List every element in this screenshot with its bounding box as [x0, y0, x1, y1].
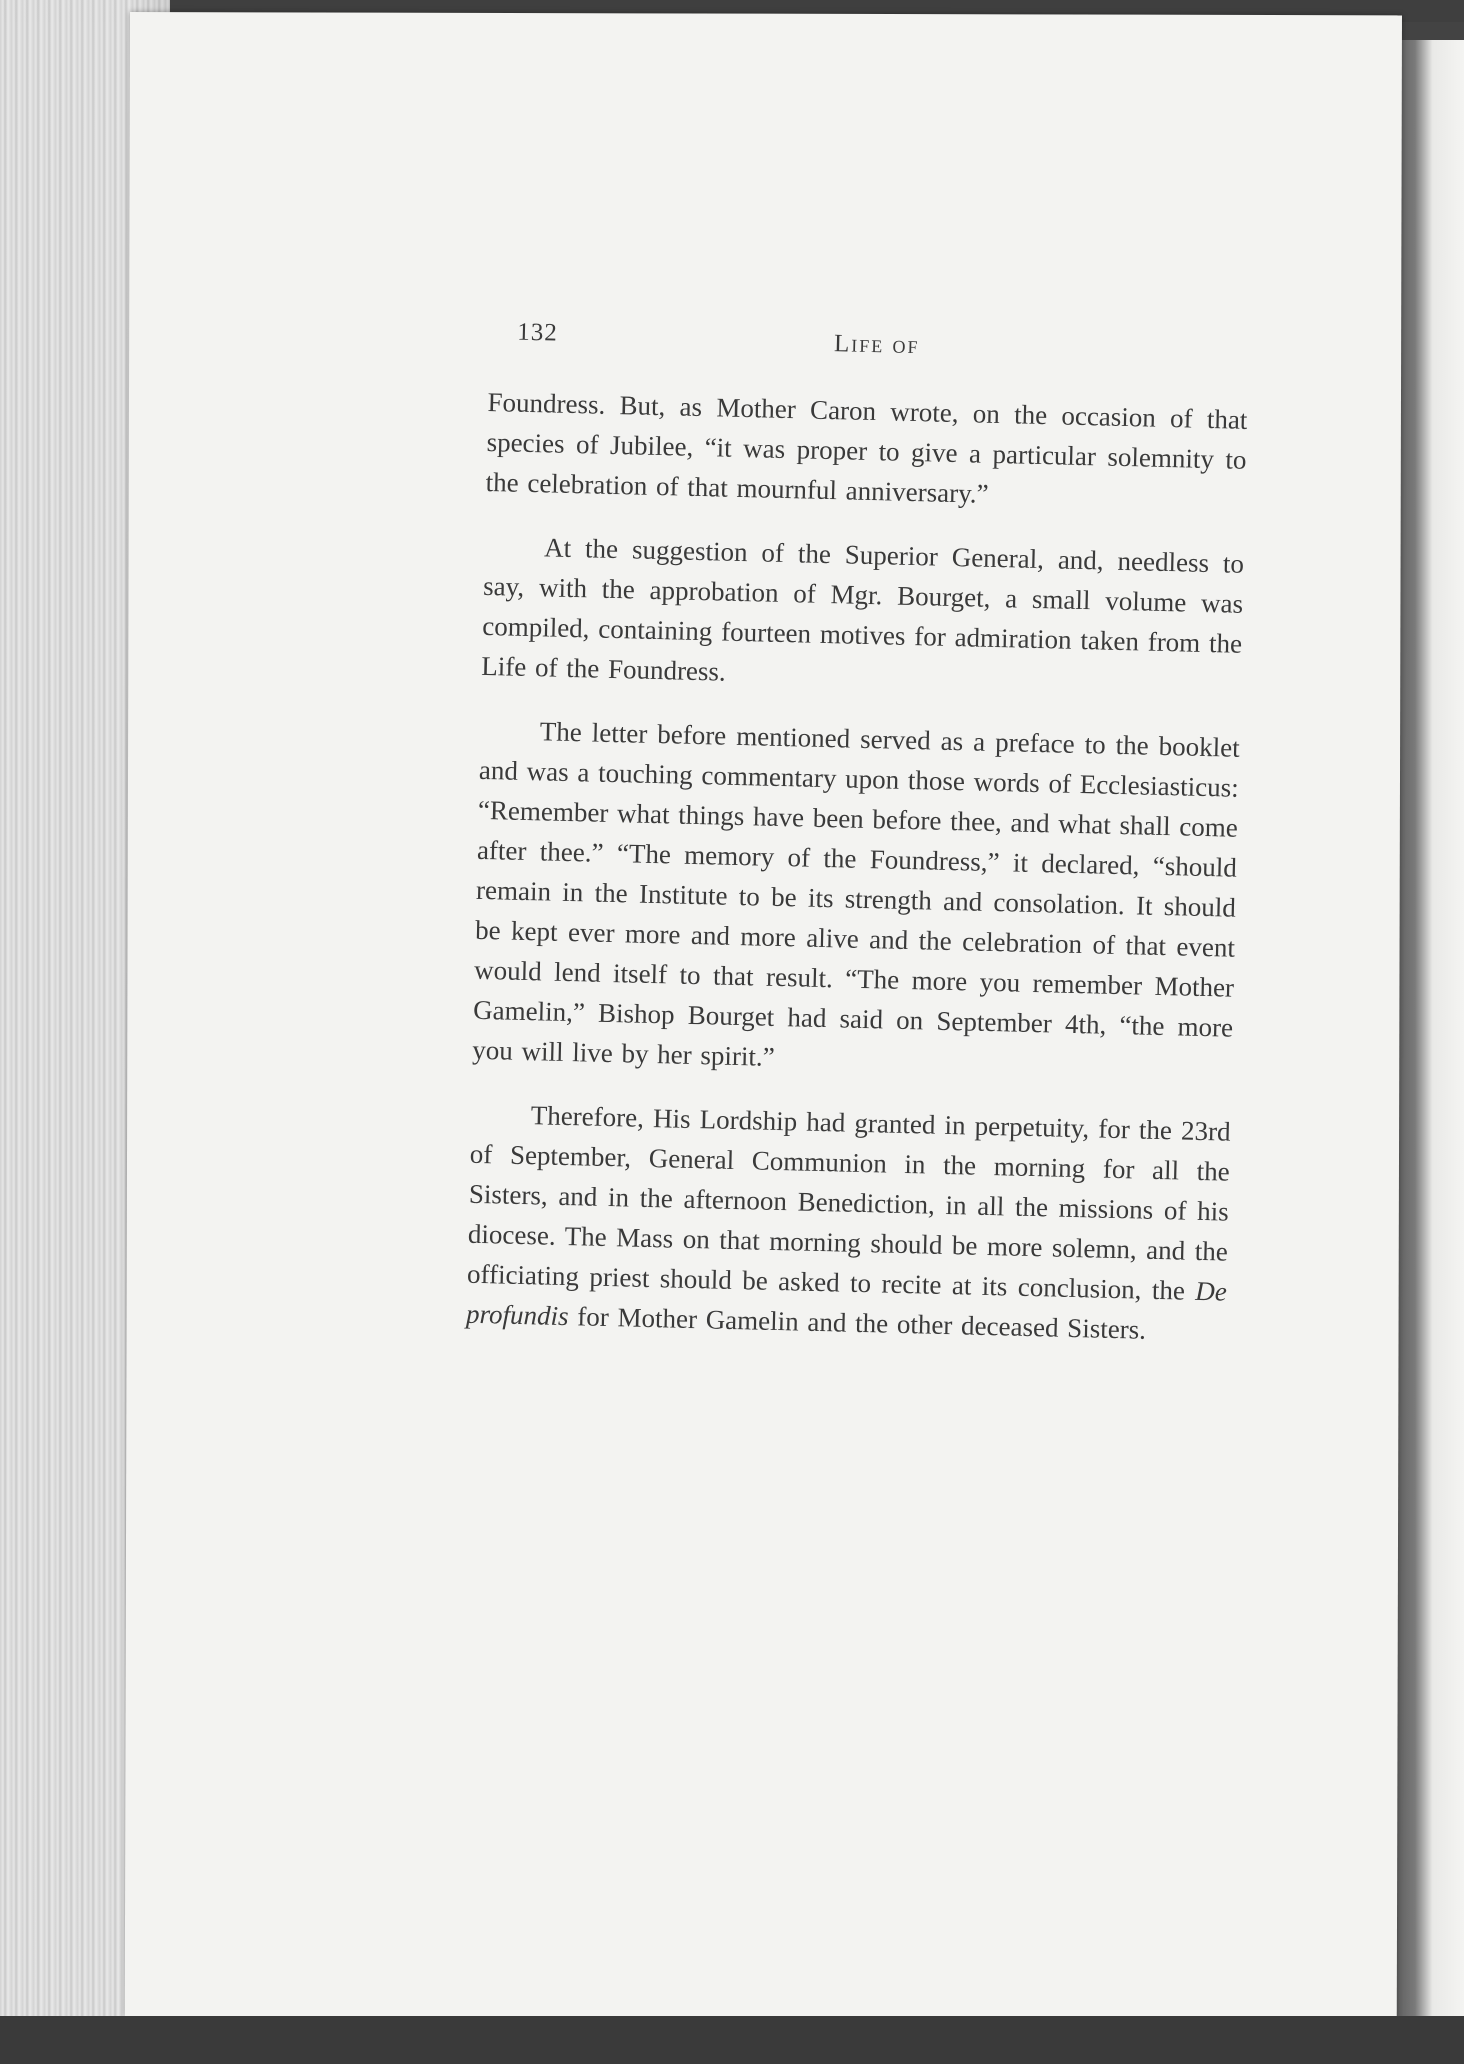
- page-number: 132: [516, 318, 559, 347]
- scan-bottom-border: [0, 2016, 1464, 2064]
- paragraph-4: [466, 1094, 1231, 1352]
- book-gutter: [1394, 40, 1464, 2030]
- paragraph-4-text-after: for Mother Gamelin and the other deceased Sisters.: [568, 1301, 1147, 1345]
- paragraph-4-text: Therefore, His Lordship had granted in perpetuity, for the 23rd of September, General Communion in the morning for all the Sisters, and in the afternoon Benediction, in all the missions of his diocese. The Mass on that morning should be more solemn, and the officiating priest should be asked to recite at its conclusion, the: [466, 1100, 1231, 1306]
- text-block: [465, 300, 1270, 1376]
- paragraph-2: At the suggestion of the Superior General, and, needless to say, with the approbation of Mgr. Bourget, a small volume was compiled, containing fourteen motives for admiration taken from the Life of the Foundress.: [481, 532, 1245, 687]
- paragraph-3: The letter before mentioned served as a preface to the booklet and was a touching commentary upon those words of Ecclesiasticus: “Remember what things have been before thee, and what shall come after thee.” “The memory of the Foundress,” it declared, “should remain in the Institute to be its strength and consolation. It should be kept ever more and more alive and the celebration of that event would lend itself to that result. “The more you remember Mother Gamelin,” Bishop Bourget had said on September 4th, “the more you will live by her spirit.”: [471, 716, 1241, 1072]
- paragraph-1: Foundress. But, as Mother Caron wrote, on the occasion of that species of Jubilee, “it was proper to give a particular solemnity to the celebration of that mournful anniversary.”: [485, 386, 1248, 509]
- paragraph-4-italic: De profundis: [465, 1275, 1228, 1332]
- running-title: Life of: [833, 330, 920, 360]
